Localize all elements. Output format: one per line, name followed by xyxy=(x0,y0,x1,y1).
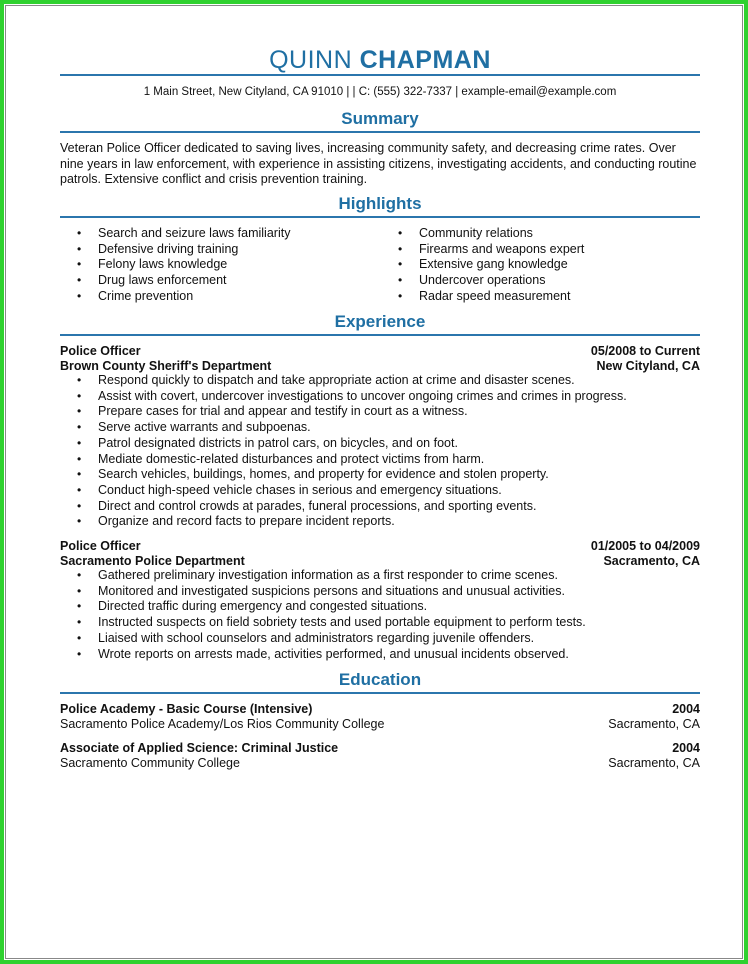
summary-rule xyxy=(60,131,700,133)
list-item: • Liaised with school counselors and administrators regarding juvenile offenders. xyxy=(60,631,586,647)
education-1-header xyxy=(60,701,700,717)
list-item: • Conduct high-speed vehicle chases in serious and emergency situations. xyxy=(60,483,627,499)
list-item: • Search and seizure laws familiarity xyxy=(60,226,290,242)
job-1-header xyxy=(60,343,700,359)
last-name: CHAPMAN xyxy=(359,46,491,74)
degree xyxy=(60,740,338,756)
degree: Police Academy - Basic Course (Intensive) xyxy=(60,702,313,716)
degree-field-colon: : Criminal Justice xyxy=(233,741,339,755)
list-item: • Undercover operations xyxy=(381,273,584,289)
job-title: Police Officer xyxy=(60,344,141,358)
list-item: • Mediate domestic-related disturbances and protect victims from harm. xyxy=(60,452,627,468)
highlights-rule xyxy=(60,216,700,218)
list-item: • Defensive driving training xyxy=(60,242,290,258)
list-item: • Respond quickly to dispatch and take appropriate action at crime and disaster scenes. xyxy=(60,373,627,389)
job-2-employer-row xyxy=(60,553,700,569)
header-rule xyxy=(60,74,700,76)
education-2-header xyxy=(60,740,700,756)
list-item: • Extensive gang knowledge xyxy=(381,257,584,273)
list-item: • Instructed suspects on field sobriety tests and used portable equipment to perform tests. xyxy=(60,615,586,631)
list-item: • Patrol designated districts in patrol cars, on bicycles, and on foot. xyxy=(60,436,627,452)
candidate-name xyxy=(60,46,700,75)
graduation-year: 2004 xyxy=(672,741,700,755)
employer: Sacramento Police Department xyxy=(60,554,245,568)
highlights-left-list xyxy=(60,226,290,305)
graduation-year: 2004 xyxy=(672,702,700,716)
first-name: QUINN xyxy=(269,46,353,74)
experience-title: Experience xyxy=(334,312,426,331)
list-item: • Assist with covert, undercover investigations to uncover ongoing crimes and crimes in progress. xyxy=(60,389,627,405)
list-item: • Gathered preliminary investigation information as a first responder to crime scenes. xyxy=(60,568,586,584)
job-location: Sacramento, CA xyxy=(603,554,700,568)
summary-title: Summary xyxy=(341,109,419,128)
list-item: • Directed traffic during emergency and congested situations. xyxy=(60,599,586,615)
list-item: • Wrote reports on arrests made, activities performed, and unusual incidents observed. xyxy=(60,647,586,663)
degree-name: Associate of Applied Science xyxy=(60,741,234,755)
summary-text: Veteran Police Officer dedicated to saving lives, increasing community safety, and decreasing crime rates. Over nine years in law enforcement, with experience in assisting citizens, investigating accidents, and conducting routine patrols. Extensive conflict and crisis prevention training. xyxy=(60,141,697,186)
highlights-right-list xyxy=(381,226,584,305)
job-2-header xyxy=(60,538,700,554)
job-2-duties xyxy=(60,568,586,662)
job-dates: 01/2005 to 04/2009 xyxy=(590,539,700,553)
job-1-employer-row xyxy=(60,358,700,374)
education-title: Education xyxy=(338,670,422,689)
list-item: • Crime prevention xyxy=(60,289,290,305)
list-item: • Direct and control crowds at parades, funeral processions, and sporting events. xyxy=(60,499,627,515)
list-item: • Serve active warrants and subpoenas. xyxy=(60,420,627,436)
list-item: • Monitored and investigated suspicions persons and situations and unusual activities. xyxy=(60,584,586,600)
list-item: • Prepare cases for trial and appear and testify in court as a witness. xyxy=(60,404,627,420)
education-rule xyxy=(60,692,700,694)
employer: Brown County Sheriff's Department xyxy=(60,359,272,373)
job-location: New Cityland, CA xyxy=(596,359,700,373)
list-item: • Drug laws enforcement xyxy=(60,273,290,289)
list-item: • Community relations xyxy=(381,226,584,242)
job-title: Police Officer xyxy=(60,539,141,553)
school: Sacramento Community College xyxy=(60,756,240,770)
job-dates: 05/2008 to Current xyxy=(590,344,700,358)
contact-line: 1 Main Street, New Cityland, CA 91010 | | C: (555) 322-7337 | example-email@example.com xyxy=(143,86,617,98)
school: Sacramento Police Academy/Los Rios Community College xyxy=(60,717,385,731)
list-item: • Radar speed measurement xyxy=(381,289,584,305)
list-item: • Firearms and weapons expert xyxy=(381,242,584,258)
school-location: Sacramento, CA xyxy=(608,717,700,731)
list-item: • Organize and record facts to prepare incident reports. xyxy=(60,514,627,530)
list-item: • Felony laws knowledge xyxy=(60,257,290,273)
document-border xyxy=(5,5,743,959)
highlights-title: Highlights xyxy=(338,194,422,213)
job-1-duties xyxy=(60,373,627,530)
experience-rule xyxy=(60,334,700,336)
education-2-school-row xyxy=(60,755,700,771)
list-item: • Search vehicles, buildings, homes, and property for evidence and stolen property. xyxy=(60,467,627,483)
school-location: Sacramento, CA xyxy=(608,756,700,770)
education-1-school-row xyxy=(60,716,700,732)
